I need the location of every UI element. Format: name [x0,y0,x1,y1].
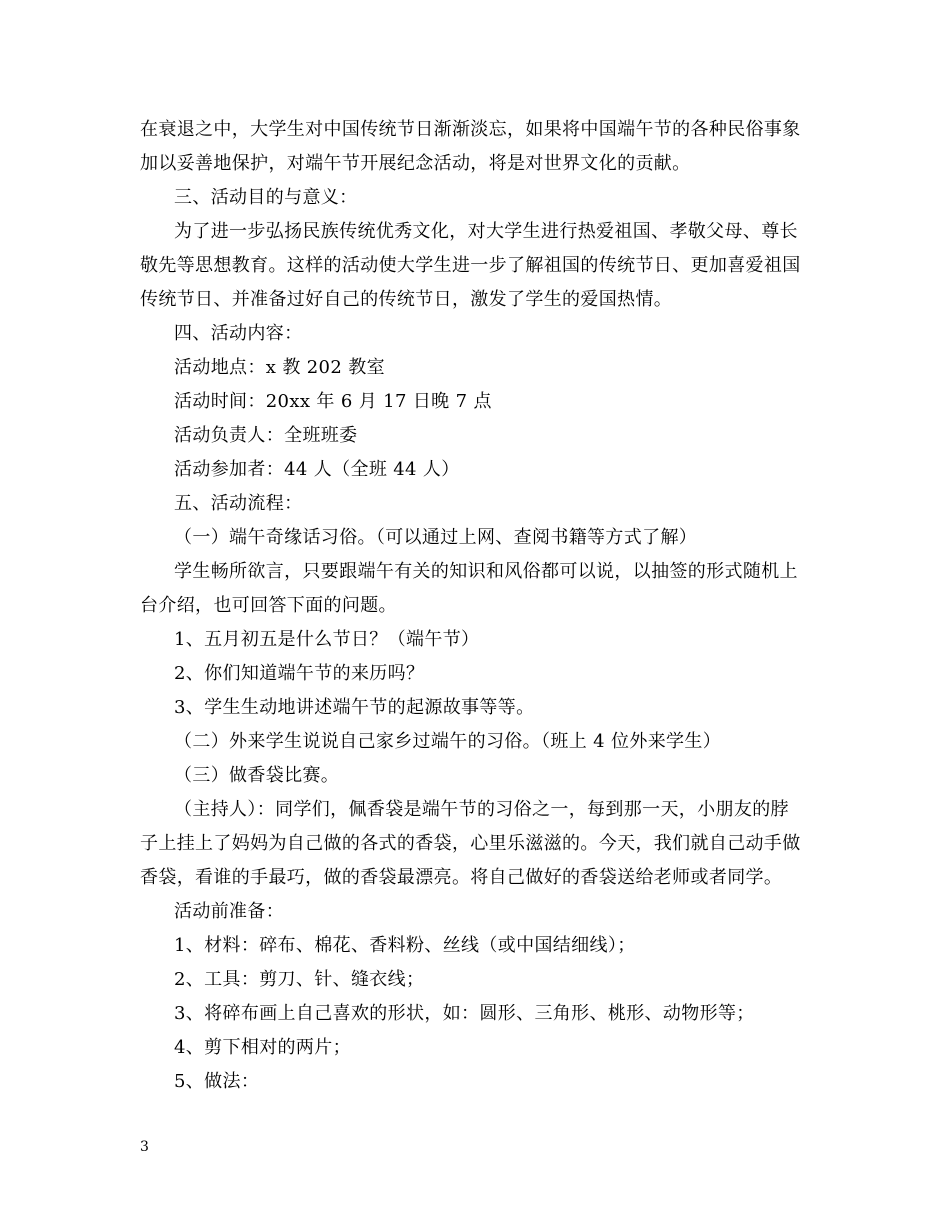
paragraph-line: （主持人）：同学们，佩香袋是端午节的习俗之一，每到那一天，小朋友的脖 [174,799,789,820]
subsection-heading: （二）外来学生说说自己家乡过端午的习俗。（班上 4 位外来学生） [174,731,722,752]
list-item: 5、做法： [174,1071,260,1092]
detail-line: 活动参加者：44 人（全班 44 人） [174,459,460,480]
list-item: 2、你们知道端午节的来历吗？ [174,663,425,684]
list-item: 3、将碎布画上自己喜欢的形状，如：圆形、三角形、桃形、动物形等； [174,1003,755,1024]
section-heading: 三、活动目的与意义： [174,187,358,208]
section-heading: 四、活动内容： [174,323,303,344]
subsection-heading: （一）端午奇缘话习俗。（可以通过上网、查阅书籍等方式了解） [174,527,698,548]
section-heading: 五、活动流程： [174,493,303,514]
subsection-heading: （三）做香袋比赛。 [174,765,340,786]
document-body [140,113,812,1099]
paragraph-line: 学生畅所欲言，只要跟端午有关的知识和风俗都可以说，以抽签的形式随机上 [174,561,798,582]
paragraph-line: 在衰退之中，大学生对中国传统节日渐渐淡忘，如果将中国端午节的各种民俗事象 [140,119,801,140]
list-item: 1、材料：碎布、棉花、香料粉、丝线（或中国结细线）； [174,935,636,956]
detail-line: 活动地点：x 教 202 教室 [174,357,385,378]
list-item: 4、剪下相对的两片； [174,1037,351,1058]
detail-line: 活动负责人：全班班委 [174,425,358,446]
list-item: 3、学生生动地讲述端午节的起源故事等等。 [174,697,535,718]
paragraph-line: 子上挂上了妈妈为自己做的各式的香袋，心里乐滋滋的。今天，我们就自己动手做 [140,833,801,854]
paragraph-line: 敬先等思想教育。这样的活动使大学生进一步了解祖国的传统节日、更加喜爱祖国 [140,255,801,276]
paragraph-line: 传统节日、并准备过好自己的传统节日，激发了学生的爱国热情。 [140,289,673,310]
detail-line: 活动时间：20xx 年 6 月 17 日晚 7 点 [174,391,492,412]
paragraph-line: 台介绍，也可回答下面的问题。 [140,595,397,616]
section-heading: 活动前准备： [174,901,285,922]
list-item: 2、工具：剪刀、针、缝衣线； [174,969,425,990]
paragraph-line: 加以妥善地保护，对端午节开展纪念活动，将是对世界文化的贡献。 [140,153,691,174]
paragraph-line: 为了进一步弘扬民族传统优秀文化，对大学生进行热爱祖国、孝敬父母、尊长 [174,221,798,242]
page-number: 3 [140,1139,149,1155]
list-item: 1、五月初五是什么节日？（端午节） [174,629,480,650]
paragraph-line: 香袋，看谁的手最巧，做的香袋最漂亮。将自己做好的香袋送给老师或者同学。 [140,867,783,888]
